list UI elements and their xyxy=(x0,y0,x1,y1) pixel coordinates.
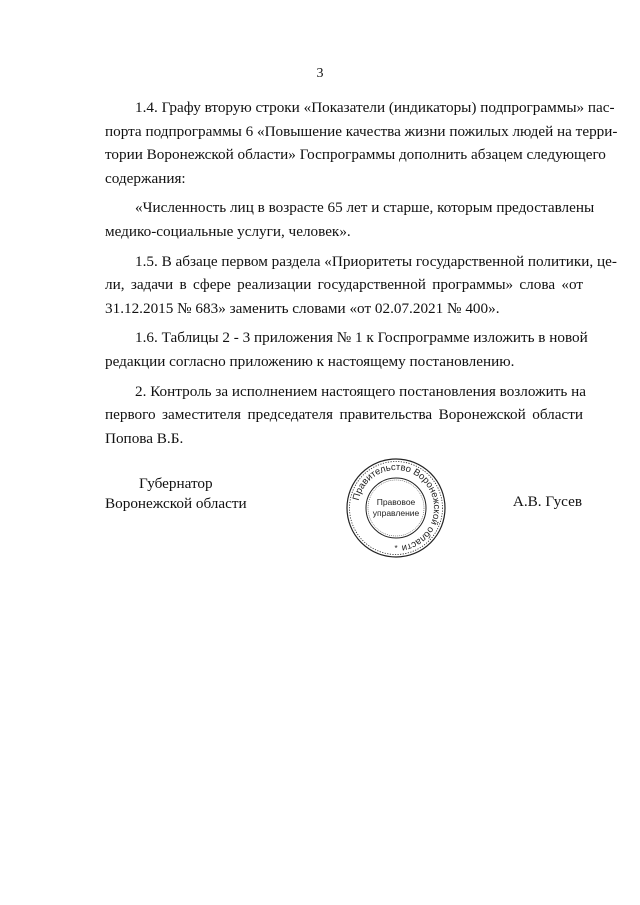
text-line: порта подпрограммы 6 «Повышение качества жизни пожилых людей на терри- xyxy=(105,122,618,140)
text-line: содержания: xyxy=(105,169,186,187)
paragraph-quote xyxy=(105,196,595,243)
paragraph-1-6 xyxy=(105,326,588,373)
text-line: 31.12.2015 № 683» заменить словами «от 02.07.2021 № 400». xyxy=(105,299,500,317)
text-line: тории Воронежской области» Госпрограммы дополнить абзацем следующего xyxy=(105,146,606,164)
paragraph-2 xyxy=(105,380,586,451)
text-line: «Численность лиц в возрасте 65 лет и старше, которым предоставлены xyxy=(135,199,595,217)
stamp-center-line1: Правовое xyxy=(376,497,416,507)
signatory-name: А.В. Гусев xyxy=(512,493,582,510)
position-region: Воронежской области xyxy=(105,495,247,512)
text-line: медико-социальные услуги, человек». xyxy=(105,222,351,240)
text-line: редакции согласно приложению к настоящему постановлению. xyxy=(105,352,515,370)
text-line: 1.6. Таблицы 2 - 3 приложения № 1 к Госпрограмме изложить в новой xyxy=(135,329,588,347)
page-number: 3 xyxy=(316,66,324,81)
stamp-star-icon: * xyxy=(394,544,398,553)
text-line: ли, задачи в сфере реализации государственной программы» слова «от xyxy=(105,276,583,294)
text-line: первого заместителя председателя правительства Воронежской области xyxy=(105,406,583,424)
signatory-position xyxy=(105,474,247,514)
document-body xyxy=(105,96,618,456)
stamp-center-line2: управление xyxy=(372,508,420,518)
stamp-ring-text: Правительство Воронежской области xyxy=(350,461,443,554)
paragraph-1-4 xyxy=(105,96,618,190)
text-line: 2. Контроль за исполнением настоящего постановления возложить на xyxy=(135,382,586,400)
text-line: 1.5. В абзаце первом раздела «Приоритеты государственной политики, це- xyxy=(135,252,617,270)
text-line: Попова В.Б. xyxy=(105,429,184,447)
position-title: Губернатор xyxy=(139,475,213,492)
paragraph-1-5 xyxy=(105,250,617,321)
text-line: 1.4. Графу вторую строки «Показатели (индикаторы) подпрограммы» пас- xyxy=(135,99,615,116)
official-stamp xyxy=(344,456,448,560)
